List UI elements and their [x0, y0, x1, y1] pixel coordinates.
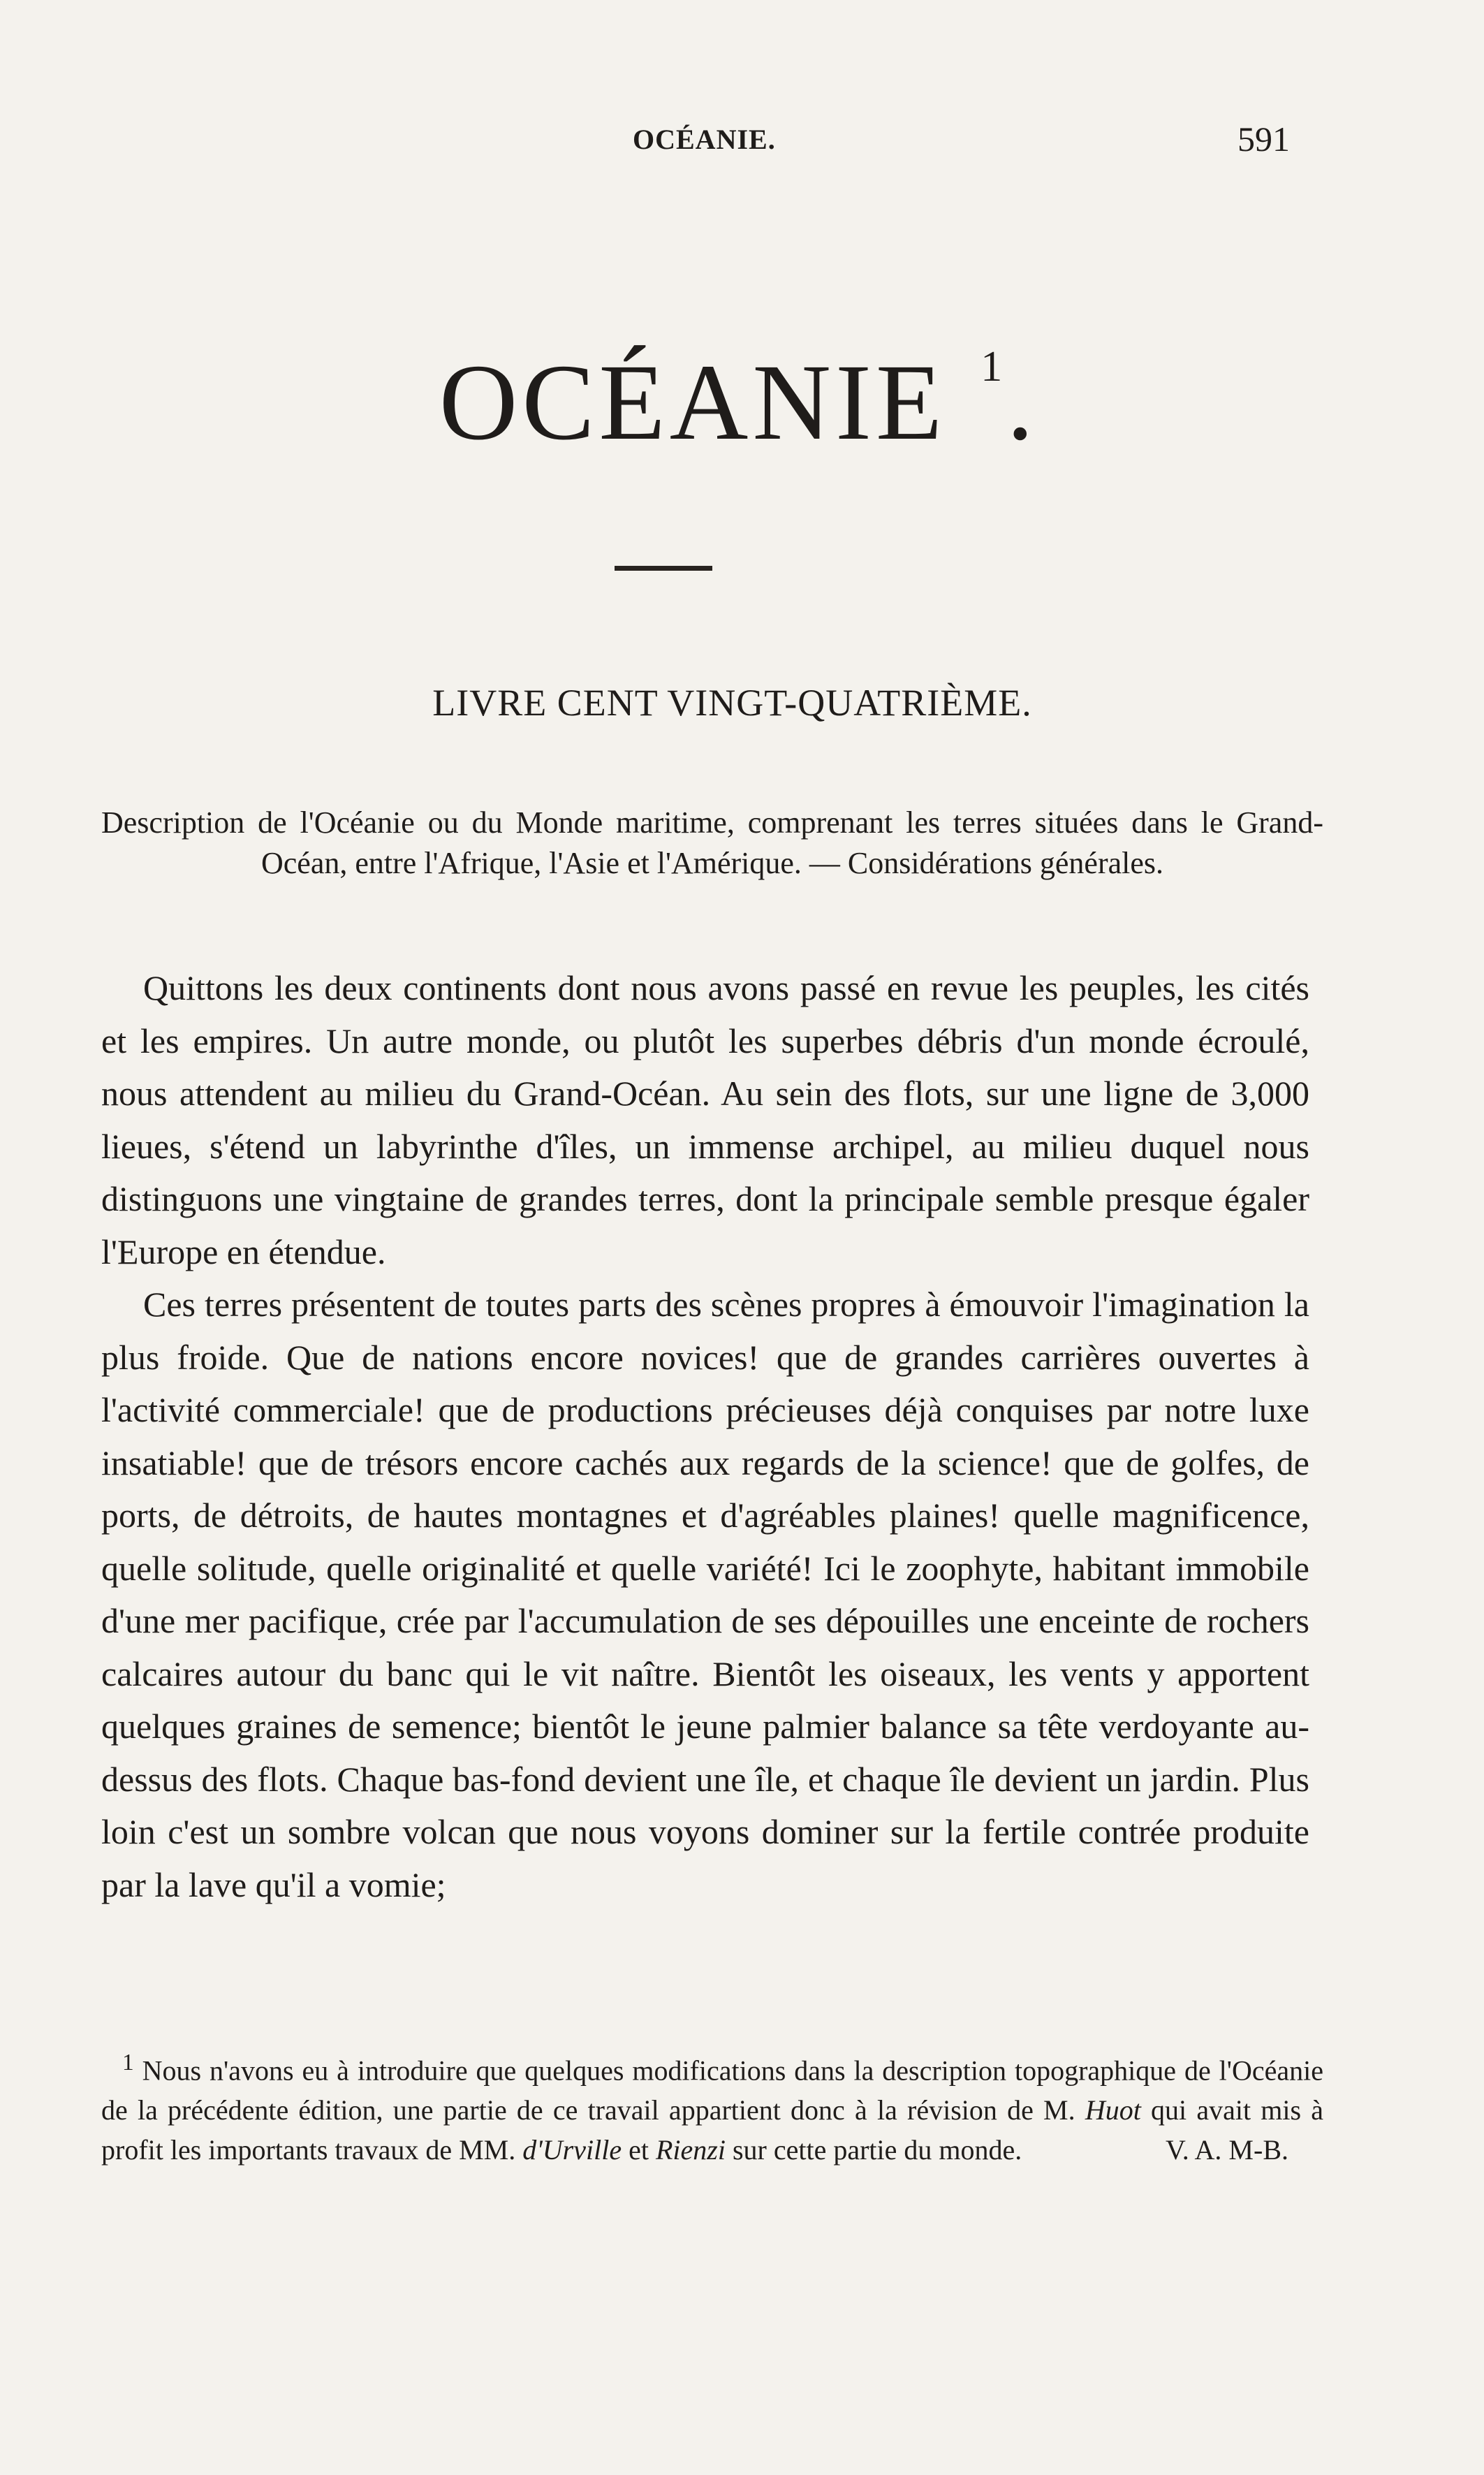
footnote-text-middle: qui avait mis à profit les importants travaux de MM. — [101, 2094, 1323, 2166]
footnote — [101, 2043, 1323, 2170]
book-summary: Description de l'Océanie ou du Monde maritime, comprenant les terres situées dans le Grand-Océan, entre l'Afrique, l'Asie et l'Amérique. — Considérations générales. — [101, 805, 1323, 880]
page-number: 591 — [1237, 119, 1290, 159]
paragraph: Ces terres présentent de toutes parts des scènes propres à émouvoir l'imagination la plus froide. Que de nations encore novices! que de grandes carrières ouvertes à l'activité commerciale! que de productions précieuses déjà conquises par notre luxe insatiable! que de trésors encore cachés aux regards de la science! que de golfes, de ports, de détroits, de hautes montagnes et d'agréables plaines! quelle magnificence, quelle solitude, quelle originalité et quelle variété! Ici le zoophyte, habitant immobile d'une mer pacifique, crée par l'accumulation de ses dépouilles une enceinte de rochers calcaires autour du banc qui le vit naître. Bientôt les oiseaux, les vents y apportent quelques graines de semence; bientôt le jeune palmier balance sa tête verdoyante au-dessus des flots. Chaque bas-fond devient une île, et chaque île devient un jardin. Plus loin c'est un sombre volcan que nous voyons dominer sur la fertile contrée produite par la lave qu'il a vomie; — [101, 1285, 1309, 1904]
section-rule — [615, 566, 712, 571]
footnote-author-huot: Huot — [1085, 2094, 1141, 2126]
body-text — [101, 962, 1309, 1911]
chapter-title-period: . — [1006, 342, 1038, 462]
footnote-signature: V. A. M-B. — [1166, 2134, 1288, 2166]
footnote-text-after: sur cette partie du monde. — [725, 2134, 1022, 2166]
footnote-author-urville: d'Urville — [522, 2134, 622, 2166]
chapter-title — [0, 342, 1481, 462]
footnote-author-rienzi: Rienzi — [655, 2134, 726, 2166]
paragraph: Quittons les deux continents dont nous avons passé en revue les peuples, les cités et les empires. Un autre monde, ou plutôt les superbes débris d'un monde écroulé, nous attendent au milieu du Grand-Océan. Au sein des flots, sur une ligne de 3,000 lieues, s'étend un labyrinthe d'îles, un immense archipel, au milieu duquel nous distinguons une vingtaine de grandes terres, dont la principale semble presque égaler l'Europe en étendue. — [101, 968, 1309, 1271]
footnote-text-et: et — [622, 2134, 656, 2166]
footnote-paragraph — [101, 2043, 1323, 2170]
footnote-marker: 1 — [122, 2050, 134, 2075]
chapter-title-text: OCÉANIE — [439, 342, 947, 462]
footnote-reference[interactable]: 1 — [980, 343, 1007, 390]
footnote-text-before: Nous n'avons eu à introduire que quelques modifications dans la description topographique de l'Océanie de la précédente édition, une partie de ce travail appartient donc à la révision de M. — [101, 2054, 1323, 2126]
running-title: OCÉANIE. — [633, 124, 776, 155]
book-heading: LIVRE CENT VINGT-QUATRIÈME. — [432, 682, 1032, 724]
